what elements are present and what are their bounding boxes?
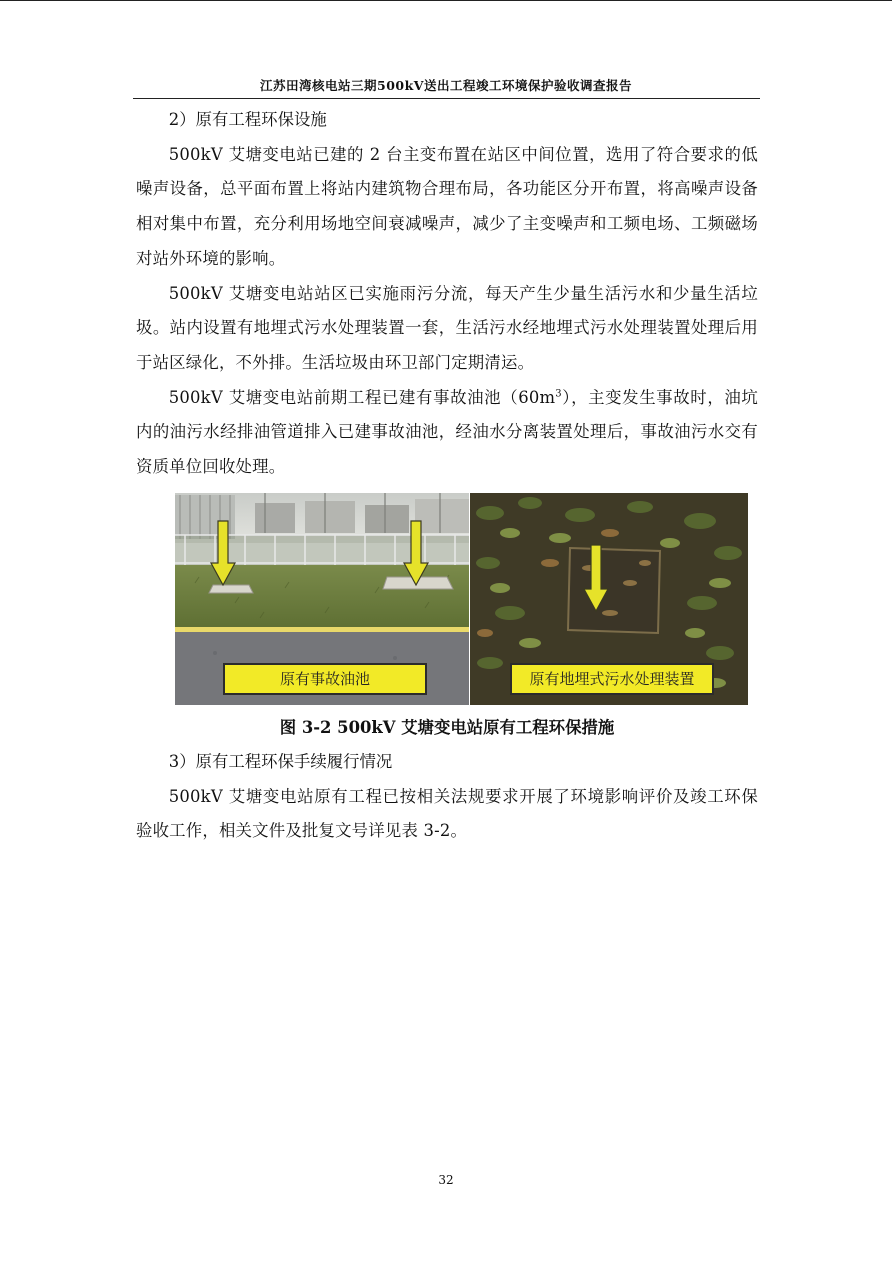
paragraph-3-text-end: ），主变发生事故时，油坑内的油污水经排油管道排入已建事故油池，经油水分离装置处理后，事故油污水交有资质单位回收处理。 — [136, 387, 758, 477]
report-header-title: 江苏田湾核电站三期500kV送出工程竣工环境保护验收调查报告 — [260, 78, 632, 93]
photo-buried-sewage-treatment — [470, 493, 748, 705]
section-3-heading: 3）原有工程环保手续履行情况 — [168, 752, 393, 771]
paragraph-3-text-start: 500kV 艾塘变电站前期工程已建有事故油池（60m — [168, 387, 556, 407]
section-2-paragraph-3 — [136, 381, 758, 485]
section-3-block — [136, 745, 758, 849]
section-2-paragraph-1: 500kV 艾塘变电站已建的 2 台主变布置在站区中间位置，选用了符合要求的低噪声设备，总平面布置上将站内建筑物合理布局，各功能区分开布置，将高噪声设备相对集中布置，充分利用场地空间衰减噪声，减少了主变噪声和工频电场、工频磁场对站外环境的影响。 — [136, 144, 758, 268]
header-rule — [133, 98, 760, 99]
page-number: 32 — [438, 1173, 454, 1187]
photo-accident-oil-pool — [175, 493, 469, 705]
figure-caption: 图 3-2 500kV 艾塘变电站原有工程环保措施 — [279, 718, 615, 737]
cubic-superscript: 3 — [555, 388, 562, 400]
section-2-block — [136, 103, 758, 485]
section-3-paragraph-1: 500kV 艾塘变电站原有工程已按相关法规要求开展了环境影响评价及竣工环保验收工作，相关文件及批复文号详见表 3-2。 — [136, 786, 758, 841]
label-accident-oil-pool: 原有事故油池 — [223, 663, 427, 695]
label-buried-sewage-treatment: 原有地埋式污水处理装置 — [510, 663, 714, 695]
page-top-border — [0, 0, 892, 1]
section-2-heading: 2）原有工程环保设施 — [168, 110, 327, 129]
section-2-paragraph-2: 500kV 艾塘变电站站区已实施雨污分流，每天产生少量生活污水和少量生活垃圾。站内设置有地埋式污水处理装置一套，生活污水经地埋式污水处理装置处理后用于站区绿化，不外排。生活垃圾由环卫部门定期清运。 — [136, 283, 758, 372]
